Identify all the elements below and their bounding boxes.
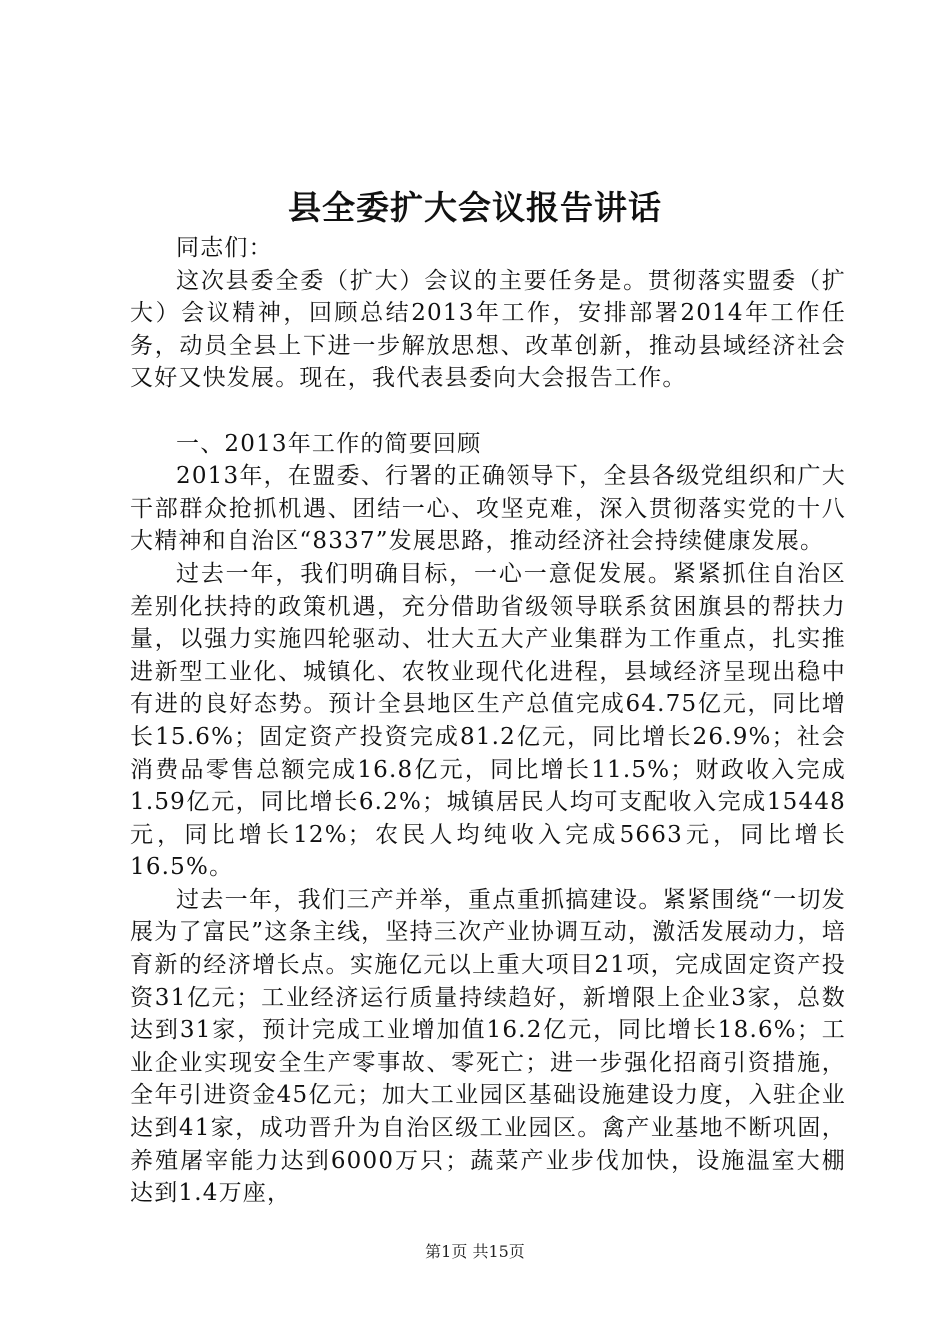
page-number-footer: 第1页 共15页 [425, 1242, 525, 1261]
body-paragraph: 过去一年，我们明确目标，一心一意促发展。紧紧抓住自治区差别化扶持的政策机遇，充分借助省级领导联系贫困旗县的帮扶力量，以强力实施四轮驱动、壮大五大产业集群为工作重点，扎实推进新型工业化、城镇化、农牧业现代化进程，县域经济呈现出稳中有进的良好态势。预计全县地区生产总值完成64.75亿元，同比增长15.6%；固定资产投资完成81.2亿元，同比增长26.9%；社会消费品零售总额完成16.8亿元，同比增长11.5%；财政收入完成1.59亿元，同比增长6.2%；城镇居民人均可支配收入完成15448元，同比增长12%；农民人均纯收入完成5663元，同比增长16.5%。 [130, 560, 846, 881]
document-body [130, 232, 846, 1210]
body-paragraph: 过去一年，我们三产并举，重点重抓搞建设。紧紧围绕“一切发展为了富民”这条主线，坚持三次产业协调互动，激活发展动力，培育新的经济增长点。实施亿元以上重大项目21项，完成固定资产投资31亿元；工业经济运行质量持续趋好，新增限上企业3家，总数达到31家，预计完成工业增加值16.2亿元，同比增长18.6%；工业企业实现安全生产零事故、零死亡；进一步强化招商引资措施，全年引进资金45亿元；加大工业园区基础设施建设力度，入驻企业达到41家，成功晋升为自治区级工业园区。禽产业基地不断巩固，养殖屠宰能力达到6000万只；蔬菜产业步伐加快，设施温室大棚达到1.4万座， [130, 886, 846, 1207]
intro-paragraph: 这次县委全委（扩大）会议的主要任务是。贯彻落实盟委（扩大）会议精神，回顾总结2013年工作，安排部署2014年工作任务，动员全县上下进一步解放思想、改革创新，推动县域经济社会又好又快发展。现在，我代表县委向大会报告工作。 [130, 267, 846, 392]
document-title: 县全委扩大会议报告讲话 [288, 188, 662, 227]
section-heading: 一、2013年工作的简要回顾 [176, 430, 482, 457]
salutation-paragraph: 同志们： [176, 235, 273, 261]
body-paragraph: 2013年，在盟委、行署的正确领导下，全县各级党组织和广大干部群众抢抓机遇、团结一心、攻坚克难，深入贯彻落实党的十八大精神和自治区“8337”发展思路，推动经济社会持续健康发展。 [130, 463, 846, 555]
